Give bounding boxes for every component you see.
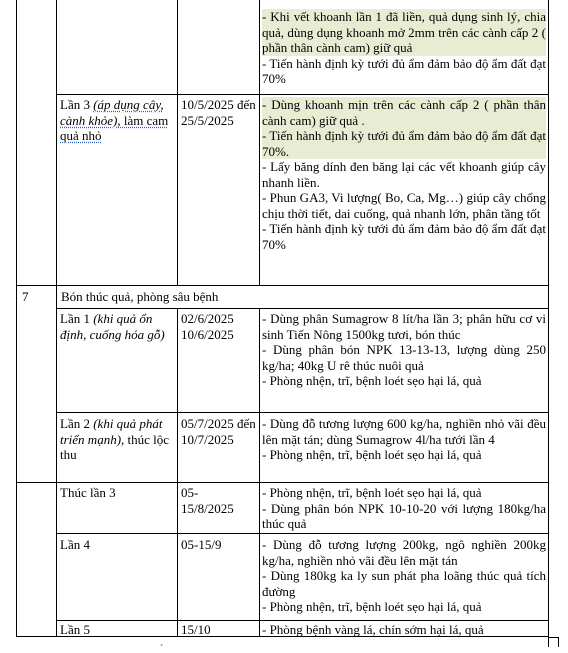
page-mark: ´ xyxy=(160,643,163,653)
task-line: - Dùng phân bón NPK 10-10-20 với lượng 180kg/ha thúc quả xyxy=(262,500,546,531)
stage-cell: Lần 4 xyxy=(60,537,90,552)
table-border-right xyxy=(548,0,549,636)
stage-label: Lần 1 xyxy=(60,311,94,326)
task-cell xyxy=(262,416,546,463)
date-cell: 05/7/2025 đến 10/7/2025 xyxy=(181,416,256,447)
stage-note: (khi quả ổn định, cuống hóa gỗ) xyxy=(60,311,165,342)
row-divider xyxy=(56,308,549,309)
task-line: - Tiến hành định kỳ tưới đủ ẩm đảm bảo độ ẩm đất đạt 70% xyxy=(262,221,546,252)
task-line: - Tiến hành định kỳ tưới đủ ẩm đảm bảo độ ẩm đất đạt 70%. xyxy=(262,128,546,159)
row-divider xyxy=(56,412,549,413)
col-divider-date xyxy=(259,0,260,285)
col-divider-date xyxy=(259,308,260,636)
task-cell xyxy=(262,622,546,638)
task-line: - Dùng đỗ tương lượng 200kg, ngô nghiền 200kg kg/ha, nghiền nhỏ vãi đều lên mặt tán xyxy=(262,537,546,568)
stage-note: (áp dụng cây, cành khỏe), xyxy=(60,97,164,128)
section-title: Bón thúc quả, phòng sâu bệnh xyxy=(61,289,219,304)
task-line: - Phòng nhện, trĩ, bệnh loét sẹo hại lá, quả xyxy=(262,599,482,614)
table-border-left xyxy=(16,0,17,636)
date-cell: 02/6/2025 10/6/2025 xyxy=(181,311,234,342)
task-line: - Dùng phân Sumagrow 8 lít/ha lần 3; phân hữu cơ vi sinh Tiến Nông 1500kg tươi, bón thúc xyxy=(262,311,546,342)
date-cell: 10/5/2025 đến 25/5/2025 xyxy=(181,97,256,128)
stage-cell: Thúc lần 3 xyxy=(60,485,116,500)
task-cell xyxy=(262,311,546,389)
col-divider-stage xyxy=(177,308,178,636)
task-line: - Dùng 180kg ka ly sun phát pha loãng thúc quả tích đường xyxy=(262,568,546,599)
row-divider xyxy=(56,620,549,621)
task-line: - Dùng đỗ tương lượng 600 kg/ha, nghiền nhỏ vãi đều lên mặt tán; dùng Sumagrow 4l/ha tưới lần 4 xyxy=(262,416,546,447)
col-divider-stage xyxy=(177,0,178,285)
date-cell: 05-15/8/2025 xyxy=(181,485,234,516)
date-cell: 05-15/9 xyxy=(181,537,222,552)
date-cell: 15/10 xyxy=(181,622,211,637)
task-line: - Dùng khoanh mịn trên các cành cấp 2 ( phần thân cành cam) giữ quả . xyxy=(262,97,546,128)
row-divider xyxy=(56,94,549,95)
section-number: 7 xyxy=(22,289,29,304)
stage-label-tail: thúc lộc thu xyxy=(60,431,170,462)
stage-cell xyxy=(60,416,176,463)
task-cell xyxy=(262,485,546,532)
row-divider xyxy=(56,533,549,534)
row-divider xyxy=(16,482,549,483)
task-cell xyxy=(262,537,546,615)
stage-label: Lần 3 xyxy=(60,97,94,112)
task-line: - Phòng nhện, trĩ, bệnh loét sẹo hại lá, quả xyxy=(262,485,482,500)
stage-cell xyxy=(60,311,176,342)
task-line: - Lấy băng dính đen băng lại các vết khoanh giúp cây nhanh liền. xyxy=(262,159,546,190)
table-end-marker xyxy=(548,637,559,647)
col-divider-number xyxy=(56,0,57,636)
task-line: - Khi vết khoanh lần 1 đã liền, quả dụng sinh lý, chia quả, dùng dụng khoanh mở 2mm trên các cành cấp 2 ( phần thân cành cam) giữ quả xyxy=(262,9,546,55)
task-line: - Phòng bệnh vàng lá, chín sớm hại lá, quả xyxy=(262,622,484,637)
stage-note: (khi quả phát triển mạnh), xyxy=(60,416,163,447)
row-divider xyxy=(16,285,549,286)
stage-label-tail: làm cam quả nhỏ xyxy=(60,112,169,143)
task-line: - Phòng nhện, trĩ, bệnh loét sẹo hại lá, quả xyxy=(262,447,482,462)
task-cell xyxy=(262,9,546,87)
stage-cell xyxy=(60,97,176,144)
task-line: - Phòng nhện, trĩ, bệnh loét sẹo hại lá, quả xyxy=(262,373,482,388)
task-line: - Dùng phân bón NPK 13-13-13, lượng dùng 250 kg/ha; 40kg U rê thúc nuôi quả xyxy=(262,342,546,373)
task-line: - Tiến hành định kỳ tưới đủ ẩm đảm bảo độ ẩm đất đạt 70% xyxy=(262,55,546,86)
stage-label: Lần 2 xyxy=(60,416,94,431)
task-line: - Phun GA3, Vi lượng( Bo, Ca, Mg…) giúp cây chống chịu thời tiết, dai cuống, quả nhanh lớn, phân tầng tốt xyxy=(262,190,546,221)
stage-cell: Lần 5 xyxy=(60,622,90,637)
task-cell xyxy=(262,97,546,252)
